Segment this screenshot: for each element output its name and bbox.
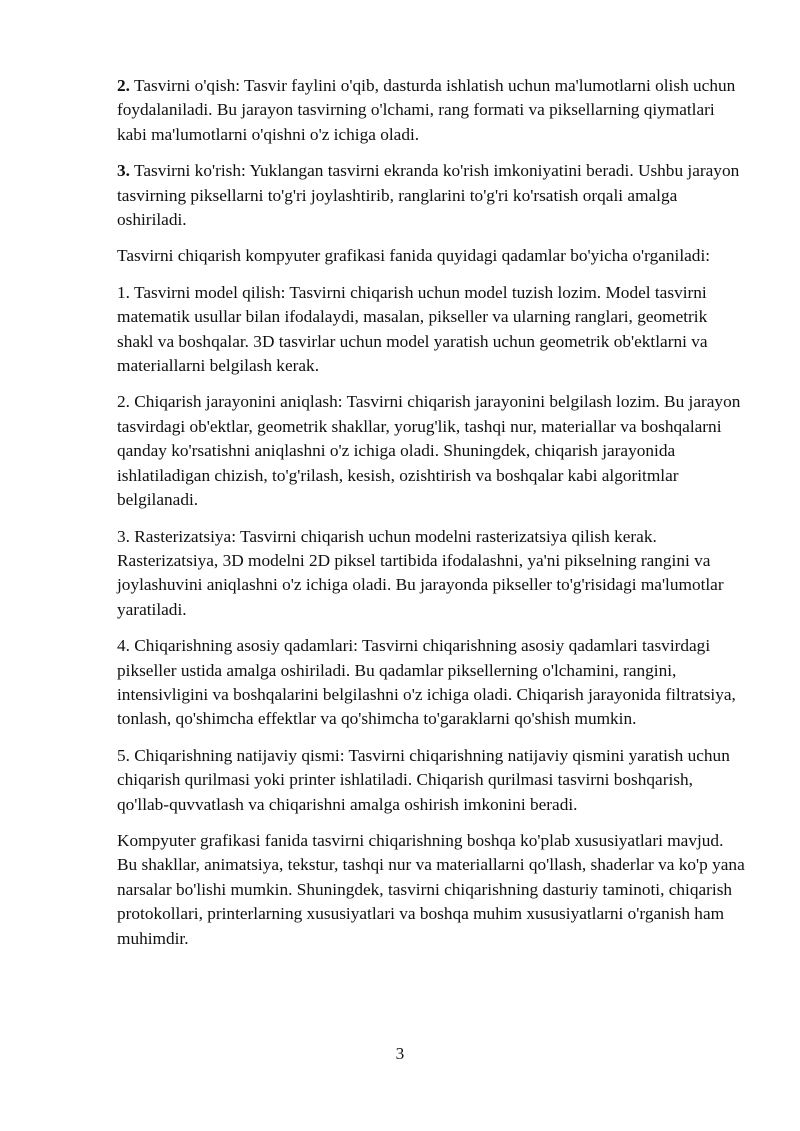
paragraph-2-text: Tasvirni ko'rish: Yuklangan tasvirni ekranda ko'rish imkoniyatini beradi. Ushbu jarayon tasvirning piksellarni to'g'ri joylashtirib, ranglarini to'g'ri ko'rsatish orqali amalga oshiriladi. [117, 161, 740, 230]
paragraph-2 [117, 159, 745, 232]
paragraph-step-2-text: 2. Chiqarish jarayonini aniqlash: Tasvirni chiqarish jarayonini belgilash lozim. Bu jarayon tasvirdagi ob'ektlar, geometrik shakllar, yorug'lik, tashqi nur, materiallar va boshqalarni qanday ko'rsatishni aniqlashni o'z ichiga oladi. Shuningdek, chiqarish jarayonida ishlatiladigan chizish, to'g'rilash, kesish, ozishtirish va boshqalar kabi algoritmlar belgilanadi. [117, 392, 741, 510]
paragraph-intro-text: Tasvirni chiqarish kompyuter grafikasi fanida quyidagi qadamlar bo'yicha o'rganiladi: [117, 246, 711, 266]
paragraph-2-number: 3. [117, 161, 130, 181]
paragraph-intro [117, 244, 745, 268]
paragraph-conclusion-text: Kompyuter grafikasi fanida tasvirni chiqarishning boshqa ko'plab xususiyatlari mavjud. Bu shakllar, animatsiya, tekstur, tashqi nur va materiallarni qo'llash, shaderlar va ko'p yana narsalar bo'lishi mumkin. Shuningdek, tasvirni chiqarishning dasturiy taminoti, chiqarish protokollari, printerlarning xususiyatlari va boshqa muhim xususiyatlarni o'rganish ham muhimdir. [117, 830, 745, 948]
paragraph-step-4-text: 4. Chiqarishning asosiy qadamlari: Tasvirni chiqarishning asosiy qadamlari tasvirdagi pikseller ustida amalga oshiriladi. Bu qadamlar piksellerning o'lchamini, rangini, intensivligini va boshqalarini belgilashni o'z ichiga oladi. Chiqarish jarayonida filtratsiya, tonlash, qo'shimcha effektlar va qo'shimcha to'garaklarni qo'shish mumkin. [117, 636, 736, 729]
paragraph-step-5 [117, 744, 745, 817]
paragraph-step-1 [117, 281, 745, 379]
paragraph-step-4 [117, 634, 745, 732]
paragraph-step-2 [117, 390, 745, 512]
paragraph-step-5-text: 5. Chiqarishning natijaviy qismi: Tasvirni chiqarishning natijaviy qismini yaratish uchun chiqarish qurilmasi yoki printer ishlatiladi. Chiqarish qurilmasi tasvirni boshqarish, qo'llab-quvvatlash va chiqarishni amalga oshirish imkonini beradi. [117, 745, 730, 814]
paragraph-conclusion [117, 829, 745, 951]
paragraph-step-1-text: 1. Tasvirni model qilish: Tasvirni chiqarish uchun model tuzish lozim. Model tasvirni matematik usullar bilan ifodalaydi, masalan, pikseller va ularning ranglari, geometrik shakl va boshqalar. 3D tasvirlar uchun model yaratish uchun geometrik ob'ektlarni va materiallarni belgilash kerak. [117, 282, 708, 376]
paragraph-1-number: 2. [117, 76, 130, 95]
paragraph-1 [117, 74, 745, 147]
paragraph-1-text: Tasvirni o'qish: Tasvir faylini o'qib, dasturda ishlatish uchun ma'lumotlarni olish uchun foydalaniladi. Bu jarayon tasvirning o'lchami, rang formati va piksellarning qiymatlari kabi ma'lumotlarni o'qishni o'z ichiga oladi. [117, 76, 736, 144]
paragraph-step-3-text: 3. Rasterizatsiya: Tasvirni chiqarish uchun modelni rasterizatsiya qilish kerak. Rasterizatsiya, 3D modelni 2D piksel tartibida ifodalashni, ya'ni pikselning rangini va joylashuvini aniqlashni o'z ichiga oladi. Bu jarayonda pikseller to'g'risidagi ma'lumotlar yaratiladi. [117, 526, 724, 619]
paragraph-step-3 [117, 525, 745, 623]
page-number: 3 [395, 1044, 405, 1063]
document-body [117, 74, 745, 963]
